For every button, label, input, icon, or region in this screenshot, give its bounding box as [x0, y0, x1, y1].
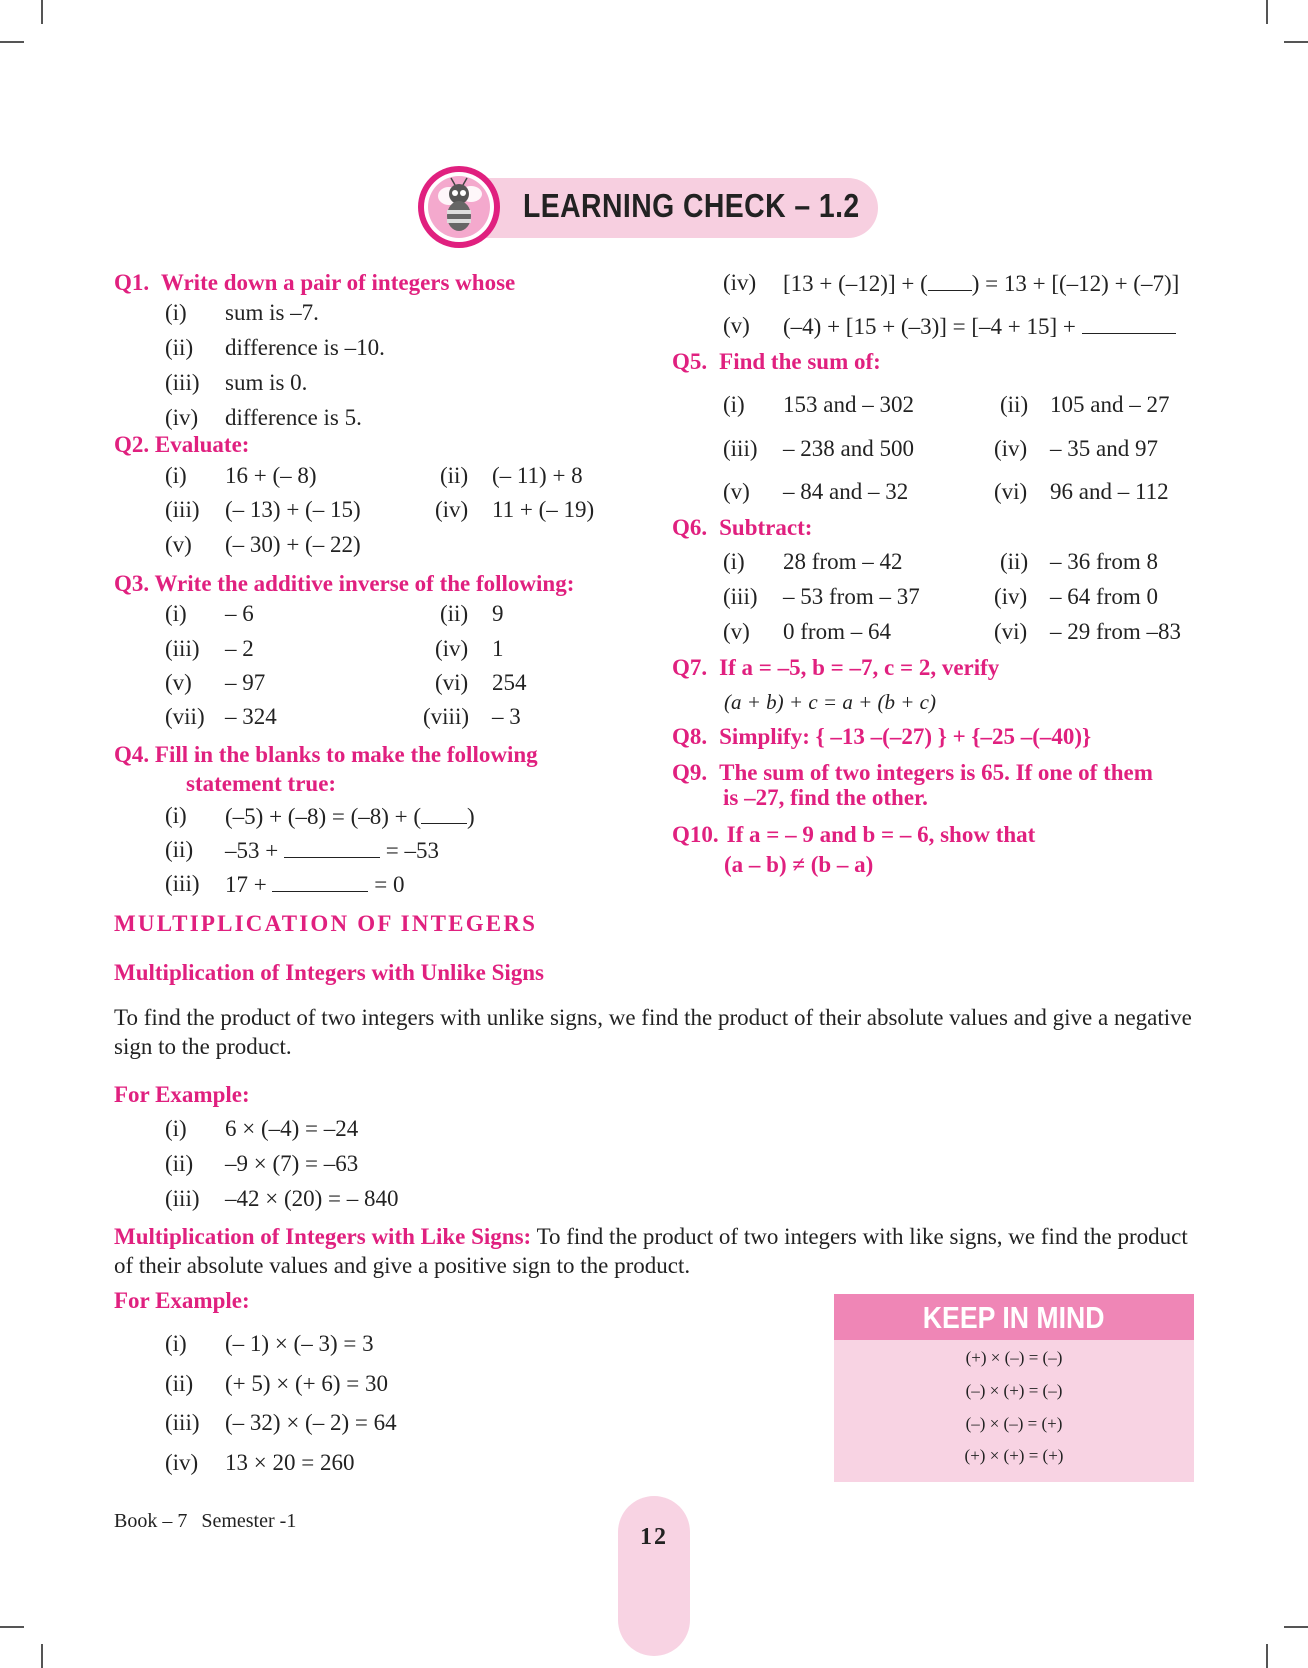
question-q7: Q7. If a = –5, b = –7, c = 2, verify: [672, 655, 1000, 680]
paragraph: Multiplication of Integers with Like Signs: To find the product of two integers with like signs, we find the product of their absolute values and give a positive sign to the product.: [114, 1224, 1188, 1278]
fill-blank: [1082, 313, 1176, 334]
rule: (+) × (+) = (+): [964, 1446, 1064, 1465]
crop-mark: [41, 1644, 43, 1668]
subsection-heading: Multiplication of Integers with Like Signs:: [114, 1224, 532, 1249]
rule: (+) × (–) = (–): [965, 1348, 1063, 1367]
crop-mark: [1266, 0, 1268, 24]
question-q2: Q2. Evaluate:: [114, 432, 250, 457]
page-number-tab: [618, 1496, 690, 1656]
subsection-heading: Multiplication of Integers with Unlike Signs: [114, 960, 545, 985]
question-q10: Q10. If a = – 9 and b = – 6, show that: [672, 822, 1036, 847]
question-text: Write down a pair of integers whose: [160, 270, 516, 295]
question-q4-continued: statement true:: [186, 771, 337, 796]
example-label: For Example:: [114, 1082, 250, 1107]
question-q6: Q6. Subtract:: [672, 515, 813, 540]
question-q9: Q9. The sum of two integers is 65. If one of them: [672, 760, 1153, 785]
question-q9-continued: is –27, find the other.: [723, 785, 928, 810]
question-q4: Q4. Fill in the blanks to make the following: [114, 742, 538, 767]
formula: (a + b) + c = a + (b + c): [724, 690, 936, 714]
question-label: Q1.: [114, 270, 150, 295]
crop-mark: [1284, 1626, 1308, 1628]
fill-blank: [272, 871, 368, 892]
footer-book: Book – 7 Semester -1: [114, 1510, 297, 1532]
question-q1: [114, 270, 515, 296]
section-heading: MULTIPLICATION OF INTEGERS: [114, 911, 538, 936]
crop-mark: [41, 0, 43, 24]
question-q5: Q5. Find the sum of:: [672, 349, 881, 374]
fill-blank: [928, 270, 972, 291]
crop-mark: [1266, 1644, 1268, 1668]
question-q10-continued: (a – b) ≠ (b – a): [724, 852, 874, 877]
rule: (–) × (–) = (+): [965, 1414, 1063, 1433]
question-q8: Q8. Simplify: { –13 –(–27) } + {–25 –(–40)}: [672, 724, 1092, 749]
paragraph: To find the product of two integers with unlike signs, we find the product of their absolute values and give a negative sign to the product.: [114, 1005, 1192, 1059]
fill-blank: [421, 803, 467, 824]
banner-title: LEARNING CHECK – 1.2: [523, 187, 860, 224]
crop-mark: [1284, 41, 1308, 43]
example-label: For Example:: [114, 1288, 250, 1313]
crop-mark: [0, 1626, 24, 1628]
rule: (–) × (+) = (–): [965, 1381, 1063, 1400]
crop-mark: [0, 41, 24, 43]
page-number: 12: [640, 1524, 668, 1550]
question-q3: Q3. Write the additive inverse of the following:: [114, 571, 575, 596]
fill-blank: [284, 837, 380, 858]
keep-in-mind-box: [834, 1340, 1194, 1482]
bee-mascot-icon: [416, 164, 502, 250]
keep-in-mind-title: KEEP IN MIND: [834, 1294, 1194, 1340]
